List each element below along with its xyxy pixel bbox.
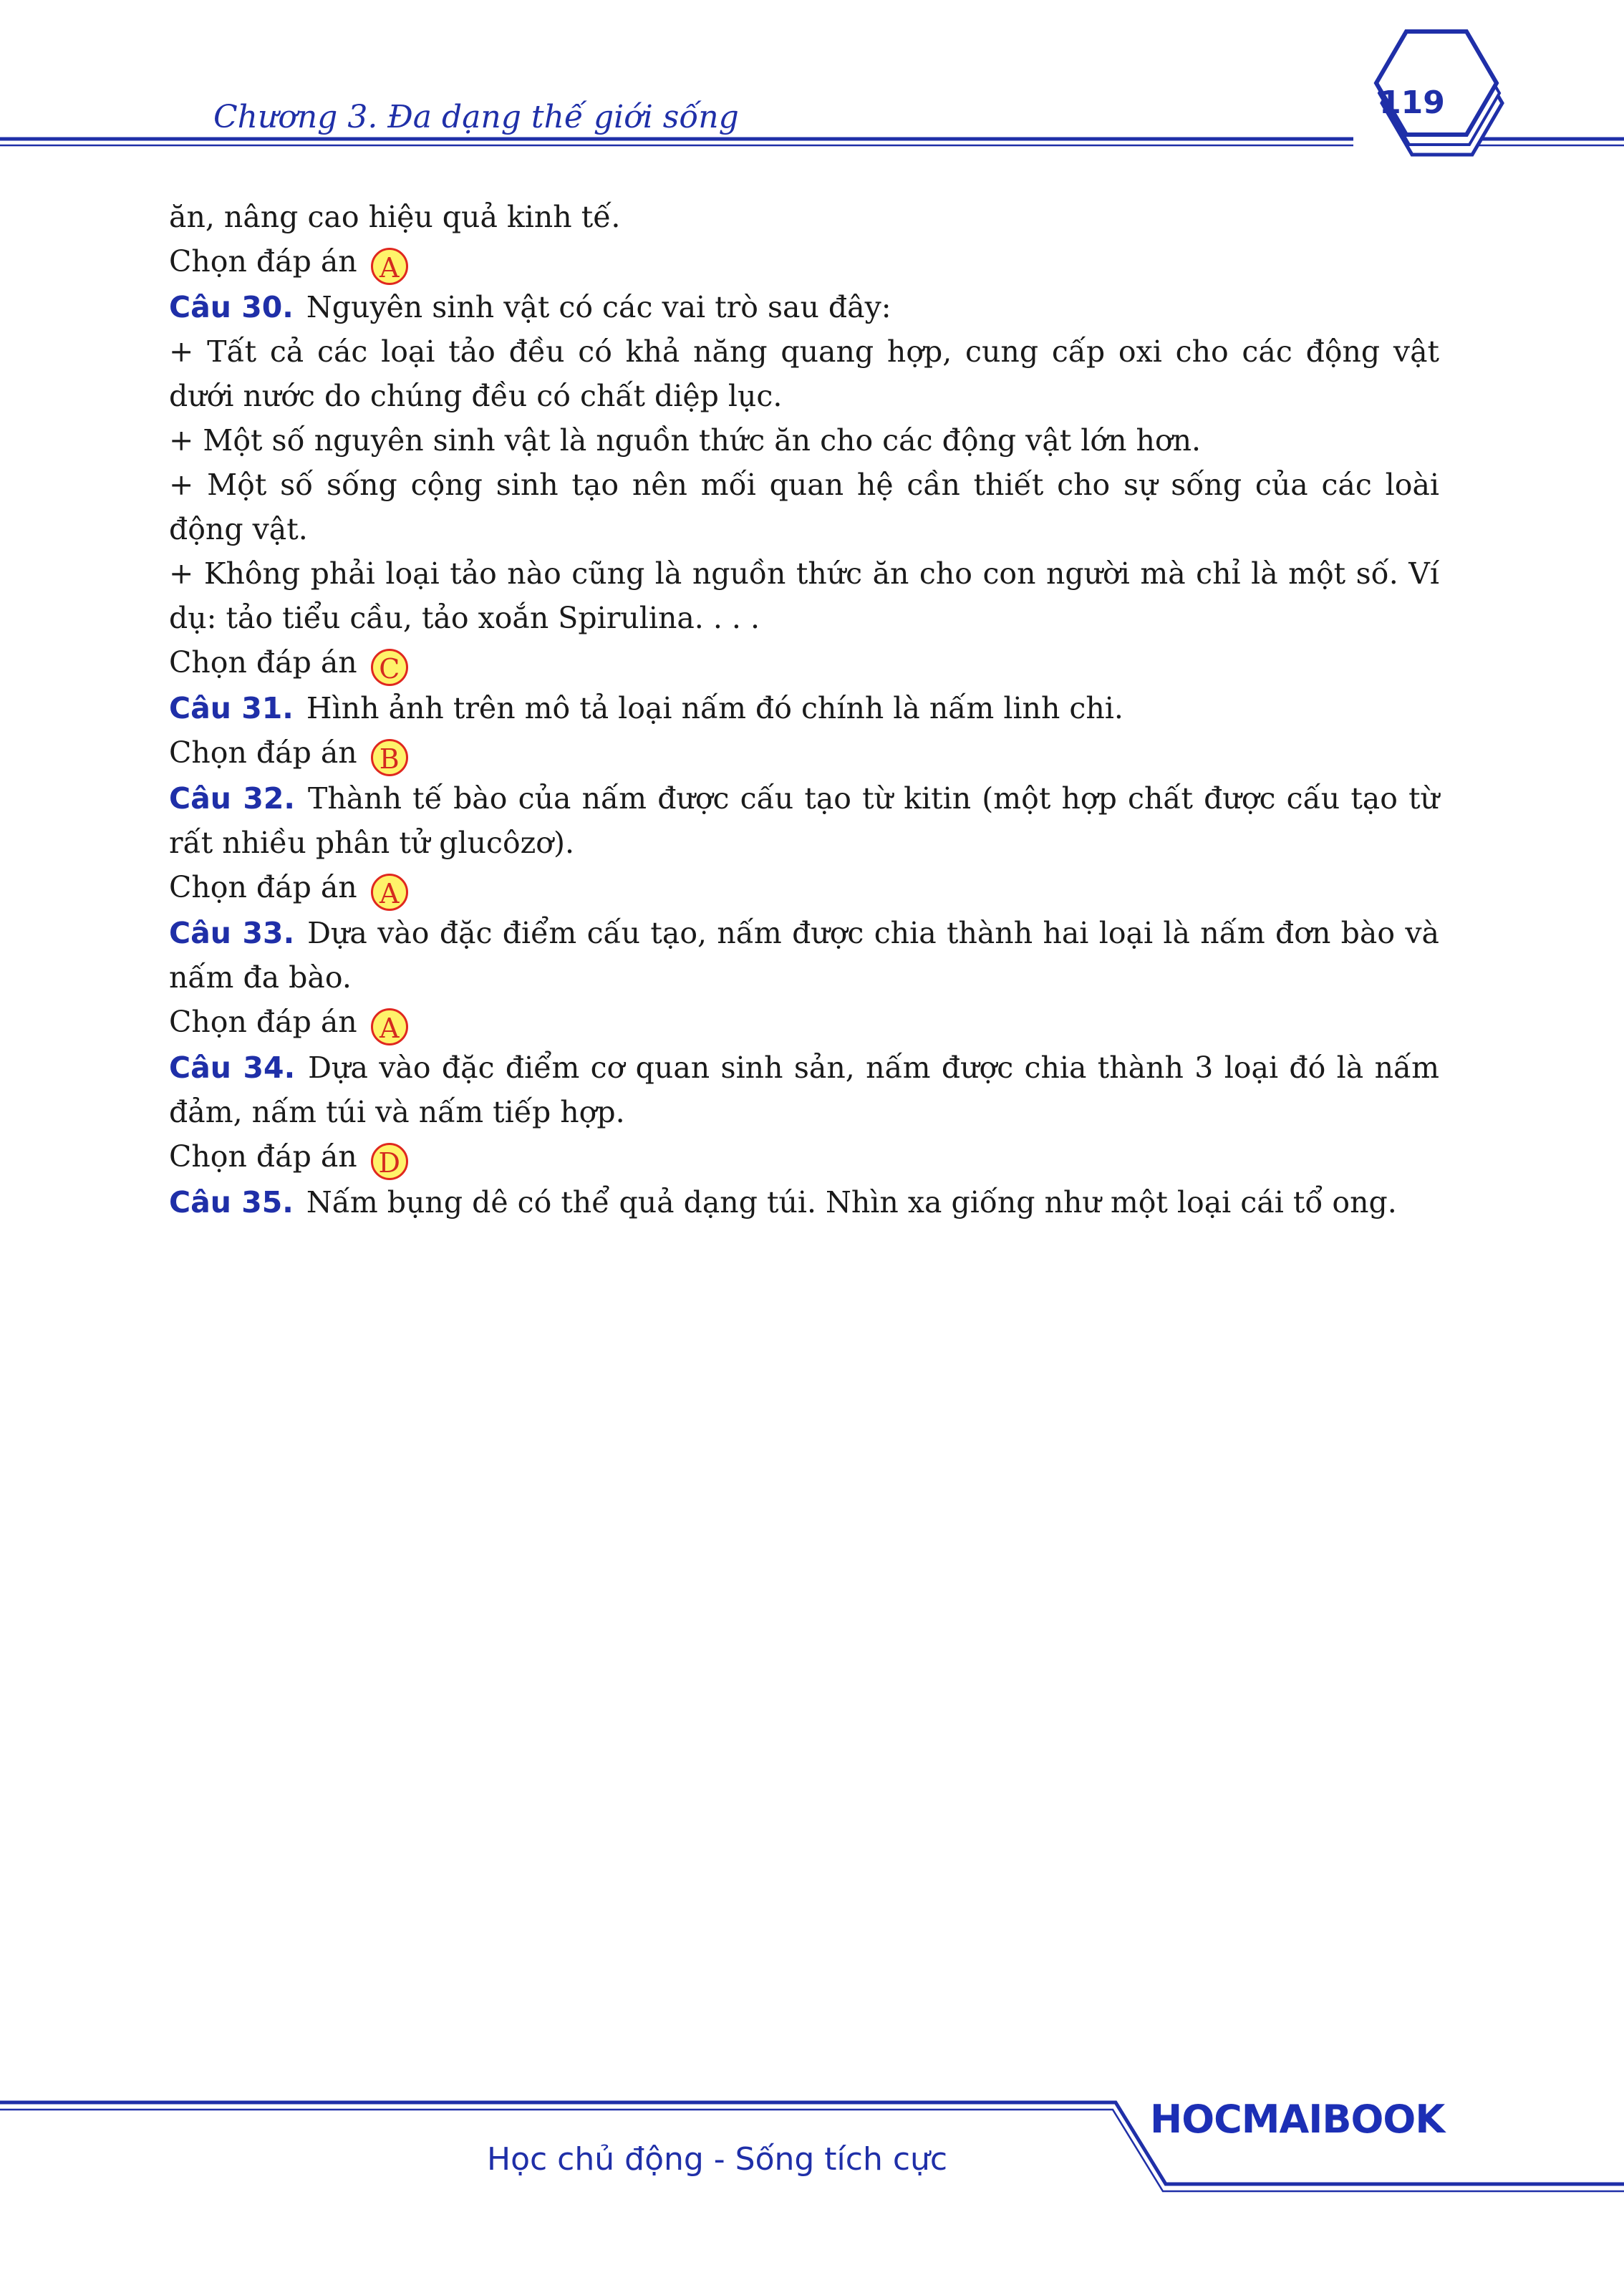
answer-prefix: Chọn đáp án: [169, 1139, 357, 1174]
page-header: [0, 0, 1624, 193]
question-32: [169, 776, 1439, 865]
question-text: Nguyên sinh vật có các vai trò sau đây:: [306, 290, 891, 324]
answer-prefix: Chọn đáp án: [169, 645, 357, 680]
question-label: Câu 34.: [169, 1050, 296, 1085]
answer-badge: C: [371, 649, 408, 686]
list-item: + Tất cả các loại tảo đều có khả năng quang hợp, cung cấp oxi cho các động vật dưới nước do chúng đều có chất diệp lục.: [169, 334, 1439, 413]
answer-badge: A: [371, 874, 408, 911]
answer-prefix: Chọn đáp án: [169, 244, 357, 279]
question-31: [169, 686, 1439, 730]
question-label: Câu 32.: [169, 781, 295, 816]
answer-line: [169, 1134, 1439, 1180]
answer-prefix: Chọn đáp án: [169, 870, 357, 904]
list-item: + Không phải loại tảo nào cũng là nguồn thức ăn cho con người mà chỉ là một số. Ví dụ: tảo tiểu cầu, tảo xoắn Spirulina. . . .: [169, 556, 1439, 635]
answer-line: [169, 640, 1439, 686]
answer-badge: A: [371, 248, 408, 285]
answer-line: [169, 239, 1439, 285]
answer-line: [169, 1000, 1439, 1045]
question-label: Câu 30.: [169, 290, 294, 324]
question-30: [169, 285, 1439, 329]
question-text: Dựa vào đặc điểm cơ quan sinh sản, nấm được chia thành 3 loại đó là nấm đảm, nấm túi và nấm tiếp hợp.: [169, 1050, 1439, 1129]
answer-prefix: Chọn đáp án: [169, 1005, 357, 1039]
list-item: + Một số nguyên sinh vật là nguồn thức ăn cho các động vật lớn hơn.: [169, 423, 1202, 458]
question-text: Hình ảnh trên mô tả loại nấm đó chính là nấm linh chi.: [306, 691, 1123, 725]
main-content: [169, 195, 1439, 1225]
question-34: [169, 1045, 1439, 1134]
chapter-title: Chương 3. Đa dạng thế giới sống: [213, 99, 739, 135]
brand-logo: HOCMAIBOOK: [1150, 2097, 1445, 2142]
answer-line: [169, 730, 1439, 776]
footer-slogan: Học chủ động - Sống tích cực: [487, 2141, 948, 2178]
question-35: [169, 1180, 1439, 1225]
answer-badge: B: [371, 739, 408, 776]
question-text: Dựa vào đặc điểm cấu tạo, nấm được chia thành hai loại là nấm đơn bào và nấm đa bào.: [169, 916, 1439, 995]
page-number: 119: [1379, 84, 1445, 121]
question-33: [169, 911, 1439, 1000]
question-label: Câu 31.: [169, 691, 294, 725]
answer-line: [169, 865, 1439, 911]
intro-line: ăn, nâng cao hiệu quả kinh tế.: [169, 200, 621, 234]
question-text: Thành tế bào của nấm được cấu tạo từ kitin (một hợp chất được cấu tạo từ rất nhiều phân tử glucôzơ).: [169, 781, 1439, 860]
question-label: Câu 33.: [169, 916, 295, 950]
question-text: Nấm bụng dê có thể quả dạng túi. Nhìn xa giống như một loại cái tổ ong.: [306, 1185, 1397, 1219]
list-item: + Một số sống cộng sinh tạo nên mối quan hệ cần thiết cho sự sống của các loài động vật.: [169, 468, 1439, 546]
answer-badge: D: [371, 1143, 408, 1180]
question-label: Câu 35.: [169, 1185, 294, 1219]
answer-badge: A: [371, 1008, 408, 1045]
answer-prefix: Chọn đáp án: [169, 735, 357, 770]
